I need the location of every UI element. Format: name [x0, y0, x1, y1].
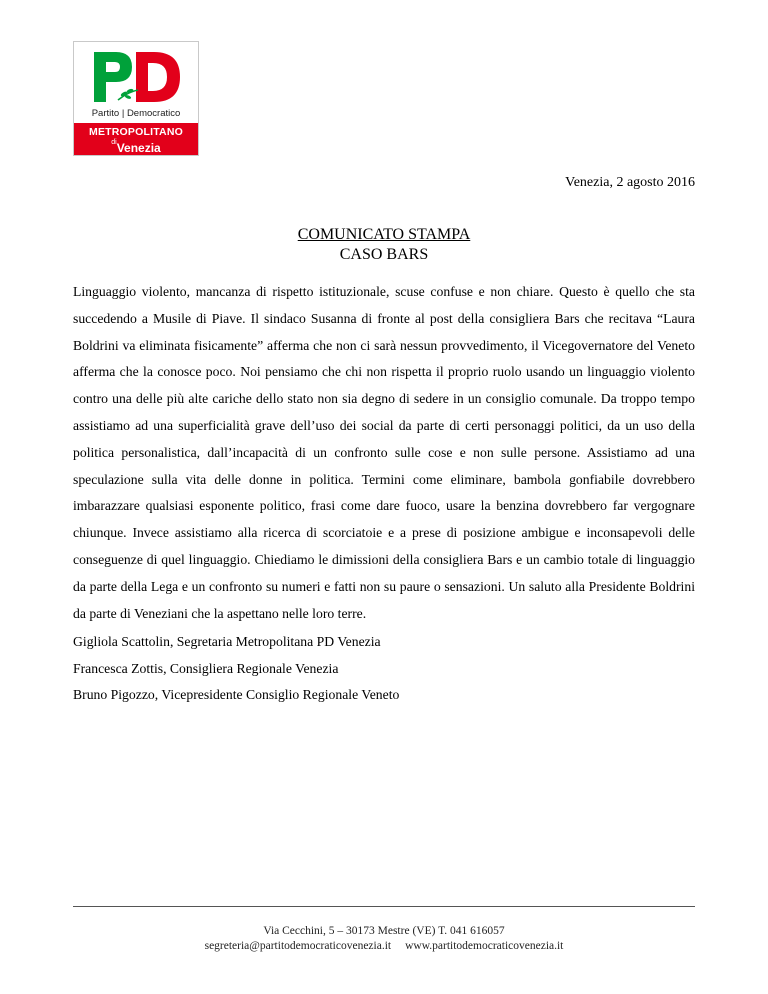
logo-band-city [74, 139, 198, 157]
title-caso-bars: CASO BARS [339, 246, 429, 263]
logo-separator: | [121, 108, 125, 119]
document-date: Venezia, 2 agosto 2016 [565, 175, 695, 190]
logo-red-band [74, 123, 198, 155]
signatures [73, 629, 399, 709]
title-comunicato-stampa: COMUNICATO STAMPA [297, 226, 471, 243]
footer-address: Via Cecchini, 5 – 30173 Mestre (VE) T. 041 616057 [263, 925, 505, 937]
signature-line: Francesca Zottis, Consigliera Regionale Venezia [73, 660, 339, 676]
pd-venezia-logo [73, 41, 199, 156]
footer-divider [73, 906, 695, 907]
footer-contacts [0, 939, 768, 954]
footer [0, 924, 768, 954]
document-title [0, 225, 768, 265]
logo-band-di: di [111, 139, 117, 146]
signature-line: Bruno Pigozzo, Vicepresidente Consiglio Regionale Veneto [73, 687, 400, 703]
pd-logo-mark-icon [84, 50, 188, 104]
footer-website: www.partitodemocraticovenezia.it [405, 940, 564, 952]
footer-email: segreteria@partitodemocraticovenezia.it [204, 940, 392, 952]
signature-line: Gigliola Scattolin, Segretaria Metropolitana PD Venezia [73, 634, 381, 649]
press-release-body: Linguaggio violento, mancanza di rispetto istituzionale, scuse confuse e non chiare. Questo è quello che sta succedendo a Musile di Piave. Il sindaco Susanna di fronte al post della consigliera Bars che recitava “Laura Boldrini va eliminata fisicamente” afferma che non ci sarà nessun provvedimento, il Vicegovernatore del Veneto afferma che la conosce poco. Noi pensiamo che chi non rispetta il proprio ruolo usando un linguaggio violento contro una delle più alte cariche dello stato non sia degno di sedere in un consiglio comunale. Da troppo tempo assistiamo ad una superficialità grave dell’uso dei social da parte di certi personaggi politici, da un uso della politica personalistica, dall’incapacità di un confronto sulle cose e non sulle persone. Assistiamo ad una speculazione sulla vita delle donne in politica. Termini come eliminare, bambola gonfiabile dovrebbero imbarazzare qualsiasi esponente politico, frasi come dare fuoco, usare la benzina dovrebbero far vergognare chiunque. Invece assistiamo alla ricerca di scorciatoie e a prese di posizione ambigue e inconsapevoli delle conseguenze di quel linguaggio. Chiediamo le dimissioni della consigliera Bars e un cambio totale di linguaggio da parte della Lega e un confronto su numeri e fatti non su paure o sensazioni. Un saluto alla Presidente Boldrini da parte di Veneziani che la aspettano nelle loro terre. [73, 284, 695, 621]
logo-party-name-left: Partito [91, 108, 120, 119]
logo-band-metropolitano: METROPOLITANO [89, 126, 183, 138]
logo-band-venezia: Venezia [116, 141, 161, 155]
logo-party-name-right: Democratico [126, 108, 181, 119]
logo-party-name [74, 108, 198, 119]
